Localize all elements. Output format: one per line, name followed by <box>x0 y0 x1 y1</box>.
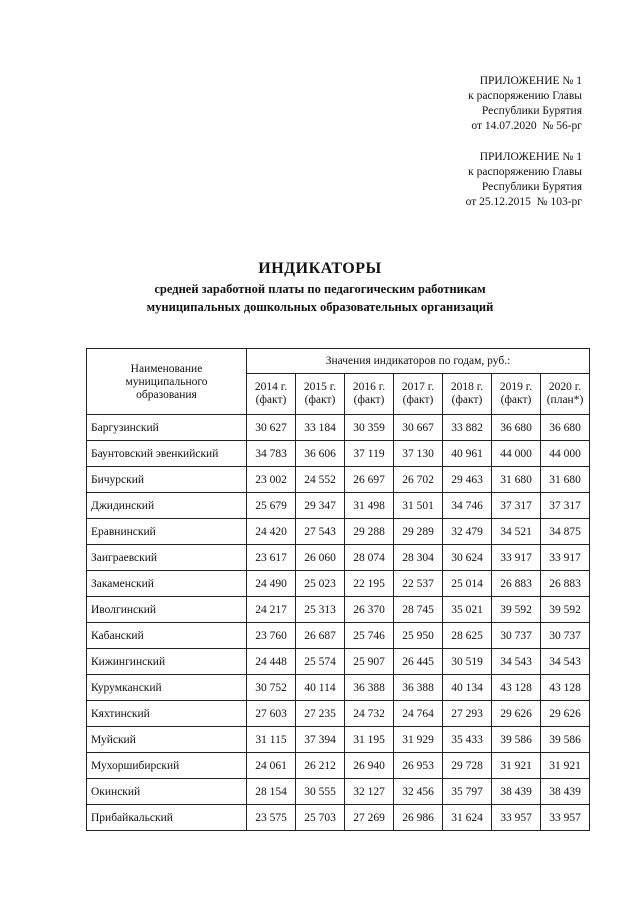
year-column-header <box>492 374 541 415</box>
salary-value-cell: 44 000 <box>492 441 541 467</box>
salary-value-cell: 35 797 <box>443 779 492 805</box>
salary-value-cell: 31 501 <box>394 493 443 519</box>
values-group-header: Значения индикаторов по годам, руб.: <box>247 349 590 374</box>
table-row <box>87 675 590 701</box>
municipality-name-cell: Еравнинский <box>87 519 247 545</box>
salary-value-cell: 29 347 <box>296 493 345 519</box>
salary-value-cell: 27 603 <box>247 701 296 727</box>
salary-value-cell: 31 115 <box>247 727 296 753</box>
table-row <box>87 545 590 571</box>
salary-value-cell: 35 433 <box>443 727 492 753</box>
municipality-name-cell: Кяхтинский <box>87 701 247 727</box>
table-row <box>87 519 590 545</box>
salary-value-cell: 25 907 <box>345 649 394 675</box>
municipality-name-cell: Баунтовский эвенкийский <box>87 441 247 467</box>
year-status-label: (факт) <box>451 394 483 406</box>
salary-value-cell: 33 184 <box>296 415 345 441</box>
table-row <box>87 701 590 727</box>
table-row <box>87 441 590 467</box>
year-label: 2017 г. <box>401 381 435 393</box>
salary-value-cell: 30 752 <box>247 675 296 701</box>
salary-value-cell: 34 543 <box>492 649 541 675</box>
appendix-line: от 14.07.2020 № 56-рг <box>471 120 582 132</box>
appendix-line: к распоряжению Главы <box>468 90 582 102</box>
table-row <box>87 623 590 649</box>
salary-value-cell: 37 130 <box>394 441 443 467</box>
appendix-block-original <box>466 150 582 210</box>
salary-value-cell: 29 289 <box>394 519 443 545</box>
municipality-name-cell: Муйский <box>87 727 247 753</box>
salary-value-cell: 31 921 <box>541 753 590 779</box>
year-label: 2020 г. <box>548 381 582 393</box>
year-label: 2018 г. <box>450 381 484 393</box>
year-status-label: (план*) <box>546 394 584 406</box>
salary-value-cell: 27 293 <box>443 701 492 727</box>
salary-value-cell: 34 783 <box>247 441 296 467</box>
salary-value-cell: 39 592 <box>492 597 541 623</box>
municipality-name-cell: Джидинский <box>87 493 247 519</box>
salary-value-cell: 26 702 <box>394 467 443 493</box>
salary-value-cell: 34 521 <box>492 519 541 545</box>
table-row <box>87 805 590 831</box>
salary-value-cell: 31 195 <box>345 727 394 753</box>
salary-value-cell: 36 606 <box>296 441 345 467</box>
municipality-name-cell: Закаменский <box>87 571 247 597</box>
salary-value-cell: 25 023 <box>296 571 345 597</box>
salary-value-cell: 26 687 <box>296 623 345 649</box>
municipality-name-cell: Окинский <box>87 779 247 805</box>
salary-value-cell: 25 014 <box>443 571 492 597</box>
salary-value-cell: 36 680 <box>541 415 590 441</box>
table-row <box>87 467 590 493</box>
salary-value-cell: 26 212 <box>296 753 345 779</box>
table-row <box>87 415 590 441</box>
year-column-header <box>345 374 394 415</box>
appendix-line: ПРИЛОЖЕНИЕ № 1 <box>479 75 582 87</box>
salary-value-cell: 24 764 <box>394 701 443 727</box>
salary-value-cell: 28 625 <box>443 623 492 649</box>
year-column-header <box>394 374 443 415</box>
salary-value-cell: 40 114 <box>296 675 345 701</box>
salary-value-cell: 36 680 <box>492 415 541 441</box>
salary-value-cell: 30 519 <box>443 649 492 675</box>
salary-value-cell: 27 235 <box>296 701 345 727</box>
appendix-line: от 25.12.2015 № 103-рг <box>465 196 582 208</box>
document-title: ИНДИКАТОРЫ <box>258 260 382 277</box>
salary-value-cell: 23 760 <box>247 623 296 649</box>
salary-value-cell: 33 957 <box>541 805 590 831</box>
salary-value-cell: 33 882 <box>443 415 492 441</box>
salary-value-cell: 35 021 <box>443 597 492 623</box>
salary-value-cell: 25 313 <box>296 597 345 623</box>
salary-value-cell: 25 679 <box>247 493 296 519</box>
salary-value-cell: 25 703 <box>296 805 345 831</box>
municipality-header-text: Наименование муниципального образования <box>125 363 208 401</box>
salary-value-cell: 30 627 <box>247 415 296 441</box>
salary-value-cell: 31 680 <box>541 467 590 493</box>
salary-value-cell: 24 217 <box>247 597 296 623</box>
salary-value-cell: 33 917 <box>541 545 590 571</box>
table-row <box>87 597 590 623</box>
salary-value-cell: 29 626 <box>492 701 541 727</box>
salary-value-cell: 34 746 <box>443 493 492 519</box>
salary-value-cell: 39 586 <box>541 727 590 753</box>
municipality-name-cell: Баргузинский <box>87 415 247 441</box>
salary-value-cell: 33 957 <box>492 805 541 831</box>
salary-value-cell: 28 074 <box>345 545 394 571</box>
salary-value-cell: 27 269 <box>345 805 394 831</box>
salary-value-cell: 36 388 <box>345 675 394 701</box>
salary-value-cell: 30 555 <box>296 779 345 805</box>
salary-value-cell: 28 154 <box>247 779 296 805</box>
salary-value-cell: 39 592 <box>541 597 590 623</box>
salary-value-cell: 26 370 <box>345 597 394 623</box>
salary-value-cell: 24 420 <box>247 519 296 545</box>
salary-value-cell: 29 288 <box>345 519 394 545</box>
table-body <box>87 415 590 831</box>
salary-value-cell: 31 624 <box>443 805 492 831</box>
salary-value-cell: 25 746 <box>345 623 394 649</box>
year-status-label: (факт) <box>353 394 385 406</box>
salary-value-cell: 33 917 <box>492 545 541 571</box>
salary-value-cell: 24 732 <box>345 701 394 727</box>
salary-value-cell: 30 667 <box>394 415 443 441</box>
municipality-name-cell: Заиграевский <box>87 545 247 571</box>
salary-value-cell: 24 552 <box>296 467 345 493</box>
municipality-name-cell: Курумканский <box>87 675 247 701</box>
salary-value-cell: 31 498 <box>345 493 394 519</box>
year-label: 2014 г. <box>254 381 288 393</box>
year-label: 2019 г. <box>499 381 533 393</box>
salary-value-cell: 32 127 <box>345 779 394 805</box>
salary-value-cell: 43 128 <box>541 675 590 701</box>
salary-value-cell: 40 961 <box>443 441 492 467</box>
salary-value-cell: 34 543 <box>541 649 590 675</box>
municipality-name-cell: Кабанский <box>87 623 247 649</box>
year-status-label: (факт) <box>304 394 336 406</box>
salary-value-cell: 31 680 <box>492 467 541 493</box>
table-row <box>87 571 590 597</box>
year-column-header <box>541 374 590 415</box>
table-row <box>87 493 590 519</box>
salary-value-cell: 28 745 <box>394 597 443 623</box>
year-column-header <box>443 374 492 415</box>
appendix-block-current <box>468 74 582 134</box>
municipality-name-cell: Мухоршибирский <box>87 753 247 779</box>
salary-value-cell: 44 000 <box>541 441 590 467</box>
salary-value-cell: 26 940 <box>345 753 394 779</box>
salary-value-cell: 23 002 <box>247 467 296 493</box>
salary-value-cell: 26 060 <box>296 545 345 571</box>
salary-value-cell: 31 929 <box>394 727 443 753</box>
salary-value-cell: 29 626 <box>541 701 590 727</box>
salary-value-cell: 38 439 <box>541 779 590 805</box>
year-column-header <box>296 374 345 415</box>
salary-value-cell: 31 921 <box>492 753 541 779</box>
year-column-header <box>247 374 296 415</box>
salary-value-cell: 26 883 <box>541 571 590 597</box>
municipality-name-cell: Прибайкальский <box>87 805 247 831</box>
appendix-line: к распоряжению Главы <box>468 166 582 178</box>
salary-value-cell: 40 134 <box>443 675 492 701</box>
table-row <box>87 753 590 779</box>
appendix-line: ПРИЛОЖЕНИЕ № 1 <box>479 151 582 163</box>
salary-value-cell: 23 575 <box>247 805 296 831</box>
year-label: 2016 г. <box>352 381 386 393</box>
salary-value-cell: 37 317 <box>492 493 541 519</box>
year-status-label: (факт) <box>500 394 532 406</box>
salary-value-cell: 26 697 <box>345 467 394 493</box>
salary-value-cell: 28 304 <box>394 545 443 571</box>
salary-value-cell: 36 388 <box>394 675 443 701</box>
salary-value-cell: 27 543 <box>296 519 345 545</box>
salary-value-cell: 34 875 <box>541 519 590 545</box>
salary-value-cell: 30 737 <box>492 623 541 649</box>
salary-value-cell: 29 728 <box>443 753 492 779</box>
appendix-line: Республики Бурятия <box>481 181 582 193</box>
salary-value-cell: 24 448 <box>247 649 296 675</box>
salary-value-cell: 30 737 <box>541 623 590 649</box>
document-subtitle-line: муниципальных дошкольных образовательных организаций <box>146 300 494 314</box>
document-heading <box>0 258 640 316</box>
salary-value-cell: 37 119 <box>345 441 394 467</box>
salary-value-cell: 30 359 <box>345 415 394 441</box>
salary-value-cell: 37 317 <box>541 493 590 519</box>
table-row <box>87 779 590 805</box>
salary-value-cell: 39 586 <box>492 727 541 753</box>
salary-value-cell: 24 490 <box>247 571 296 597</box>
salary-value-cell: 26 986 <box>394 805 443 831</box>
document-subtitle-line: средней заработной платы по педагогическим работникам <box>154 282 486 296</box>
appendix-line: Республики Бурятия <box>481 105 582 117</box>
salary-value-cell: 29 463 <box>443 467 492 493</box>
municipality-column-header <box>87 349 247 415</box>
salary-value-cell: 22 537 <box>394 571 443 597</box>
municipality-name-cell: Бичурский <box>87 467 247 493</box>
salary-value-cell: 22 195 <box>345 571 394 597</box>
salary-value-cell: 32 479 <box>443 519 492 545</box>
table-row <box>87 649 590 675</box>
salary-value-cell: 25 950 <box>394 623 443 649</box>
year-label: 2015 г. <box>303 381 337 393</box>
year-status-label: (факт) <box>402 394 434 406</box>
salary-value-cell: 25 574 <box>296 649 345 675</box>
municipality-name-cell: Кижингинский <box>87 649 247 675</box>
salary-value-cell: 26 883 <box>492 571 541 597</box>
salary-value-cell: 32 456 <box>394 779 443 805</box>
salary-value-cell: 38 439 <box>492 779 541 805</box>
salary-value-cell: 24 061 <box>247 753 296 779</box>
salary-value-cell: 37 394 <box>296 727 345 753</box>
salary-value-cell: 26 445 <box>394 649 443 675</box>
municipality-name-cell: Иволгинский <box>87 597 247 623</box>
salary-indicators-table <box>86 348 590 831</box>
salary-value-cell: 30 624 <box>443 545 492 571</box>
salary-value-cell: 23 617 <box>247 545 296 571</box>
salary-value-cell: 26 953 <box>394 753 443 779</box>
year-status-label: (факт) <box>255 394 287 406</box>
table-row <box>87 727 590 753</box>
salary-value-cell: 43 128 <box>492 675 541 701</box>
